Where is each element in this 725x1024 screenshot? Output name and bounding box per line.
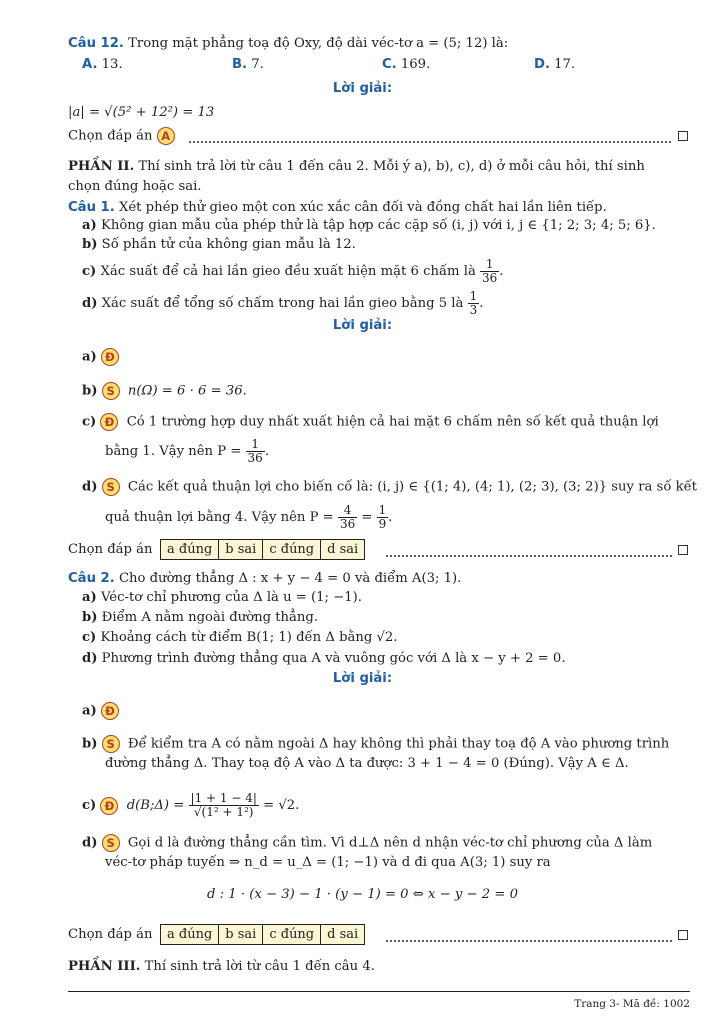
c2-item-c: c) Khoảng cách từ điểm B(1; 1) đến Δ bằng √2.	[82, 630, 398, 645]
c2-sol-a: a) Đ	[82, 702, 123, 721]
c2-item-d: d) Phương trình đường thẳng qua A và vuông góc với Δ là x − y + 2 = 0.	[82, 651, 566, 666]
q12-stem	[68, 35, 508, 53]
answer-cell: c đúng	[263, 540, 321, 559]
c1-solution-title: Lời giải:	[332, 318, 393, 333]
answer-cell: c đúng	[263, 925, 321, 944]
part2-line1: PHẦN II. Thí sinh trả lời từ câu 1 đến câu 2. Mỗi ý a), b), c), d) ở mỗi câu hỏi, thí sinh	[68, 159, 645, 174]
c2-sol-b-line1: b) S Để kiểm tra A có nằm ngoài Δ hay không thì phải thay toạ độ A vào phương trình	[82, 736, 670, 752]
c1-sol-c-line1: c) Đ Có 1 trường hợp duy nhất xuất hiện cả hai mặt 6 chấm nên số kết quả thuận lợi	[82, 414, 659, 430]
fraction: $\frac{4}{36}$	[339, 503, 356, 531]
dotted-leader	[188, 141, 672, 143]
c2-answer-table	[160, 924, 365, 945]
q12-option-d: D. 17.	[534, 57, 576, 72]
c2-choose-label: Chọn đáp án	[68, 927, 153, 942]
q12-label: Câu 12.	[68, 36, 124, 51]
dotted-leader	[385, 555, 672, 557]
part3-title: PHẦN III.	[68, 959, 141, 974]
true-badge: Đ	[100, 797, 118, 815]
c2-label: Câu 2.	[68, 571, 115, 586]
q12-solution: |a| = √(5² + 12²) = 13	[68, 105, 215, 120]
false-badge: S	[102, 382, 120, 400]
part3-line: PHẦN III. Thí sinh trả lời từ câu 1 đến câu 4.	[68, 959, 375, 974]
c1-item-b: b) Số phần tử của không gian mẫu là 12.	[82, 237, 356, 252]
checkbox	[678, 545, 688, 555]
c2-sol-b-line2: đường thẳng Δ. Thay toạ độ A vào Δ ta được: 3 + 1 − 4 = 0 (Đúng). Vậy A ∈ Δ.	[105, 756, 629, 771]
c1-sol-c-line2: bằng 1. Vậy nên P = $\frac{1}{36}$ .	[105, 437, 270, 465]
fraction: $\frac{1}{36}$	[247, 437, 263, 465]
footer-rule	[68, 991, 690, 992]
c1-item-a: a) Không gian mẫu của phép thử là tập hợp các cặp số (i, j) với i, j ∈ {1; 2; 3; 4; 5; 6}.	[82, 218, 656, 233]
q12-option-a: A. 13.	[82, 57, 123, 72]
c2-sol-d-line1: d) S Gọi d là đường thẳng cần tìm. Vì d⊥Δ nên d nhận véc-tơ chỉ phương của Δ làm	[82, 835, 653, 851]
c1-choose-label: Chọn đáp án	[68, 542, 153, 557]
answer-cell: a đúng	[161, 925, 219, 944]
checkbox	[678, 930, 688, 940]
answer-cell: a đúng	[161, 540, 219, 559]
q12-text: Trong mặt phẳng toạ độ Oxy, độ dài véc-tơ a = (5; 12) là:	[128, 36, 509, 51]
part2-line2: chọn đúng hoặc sai.	[68, 179, 202, 194]
part2-title: PHẦN II.	[68, 159, 135, 174]
c2-stem: Câu 2. Cho đường thẳng Δ : x + y − 4 = 0 và điểm A(3; 1).	[68, 571, 462, 586]
c1-label: Câu 1.	[68, 200, 115, 215]
c2-solution-title: Lời giải:	[332, 671, 393, 686]
c2-sol-d-equation: d : 1 · (x − 3) − 1 · (y − 1) = 0 ⇔ x − y − 2 = 0	[207, 887, 518, 902]
page-footer: Trang 3- Mã đề: 1002	[574, 998, 690, 1010]
fraction: $\frac{|1 + 1 - 4|}{\text{√(1² + 1²)}}$	[190, 791, 257, 819]
q12-choose: Chọn đáp án A	[68, 127, 179, 146]
c1-stem: Câu 1. Xét phép thử gieo một con xúc xắc cân đối và đồng chất hai lần liên tiếp.	[68, 200, 607, 215]
c1-item-c: c) Xác suất để cả hai lần gieo đều xuất hiện mặt 6 chấm là $\frac{1}{36}$ .	[82, 257, 504, 285]
fraction: $\frac{1}{36}$	[482, 257, 498, 285]
dotted-leader	[385, 940, 672, 942]
checkbox	[678, 131, 688, 141]
answer-cell: d sai	[327, 927, 359, 942]
c2-sol-d-line2: véc-tơ pháp tuyến ⇒ n_d = u_Δ = (1; −1) và d đi qua A(3; 1) suy ra	[105, 855, 551, 870]
q12-option-c: C. 169.	[382, 57, 431, 72]
c1-answer-table	[160, 539, 365, 560]
false-badge: S	[102, 478, 120, 496]
fraction: $\frac{1}{9}$	[378, 503, 387, 531]
q12-solution-title: Lời giải:	[332, 81, 393, 96]
q12-option-b: B. 7.	[232, 57, 264, 72]
c1-item-d: d) Xác suất để tổng số chấm trong hai lần gieo bằng 5 là $\frac{1}{3}$ .	[82, 289, 484, 317]
true-badge: Đ	[100, 413, 118, 431]
false-badge: S	[102, 735, 120, 753]
true-badge: Đ	[101, 702, 119, 720]
c2-item-b: b) Điểm A nằm ngoài đường thẳng.	[82, 610, 319, 625]
c1-sol-d-line1: d) S Các kết quả thuận lợi cho biến cố là: (i, j) ∈ {(1; 4), (4; 1), (2; 3), (3; 2)} suy ra số kết	[82, 479, 697, 495]
true-badge: Đ	[101, 348, 119, 366]
fraction: $\frac{1}{3}$	[469, 289, 478, 317]
answer-cell: d sai	[327, 542, 359, 557]
c2-sol-c: c) Đ d(B;Δ) = $\frac{|1 + 1 - 4|}{\text{√(1² + 1²)}}$ = √2.	[82, 791, 300, 819]
c1-sol-b: b) S n(Ω) = 6 · 6 = 36.	[82, 383, 247, 399]
answer-cell: b sai	[219, 925, 263, 944]
c1-sol-d-line2: quả thuận lợi bằng 4. Vậy nên P = $\frac{4}{36}$ = $\frac{1}{9}$ .	[105, 503, 393, 531]
q12-answer-badge: A	[157, 127, 175, 145]
answer-cell: b sai	[219, 540, 263, 559]
c1-sol-a: a) Đ	[82, 348, 123, 367]
c2-item-a: a) Véc-tơ chỉ phương của Δ là u = (1; −1).	[82, 590, 362, 605]
false-badge: S	[102, 834, 120, 852]
